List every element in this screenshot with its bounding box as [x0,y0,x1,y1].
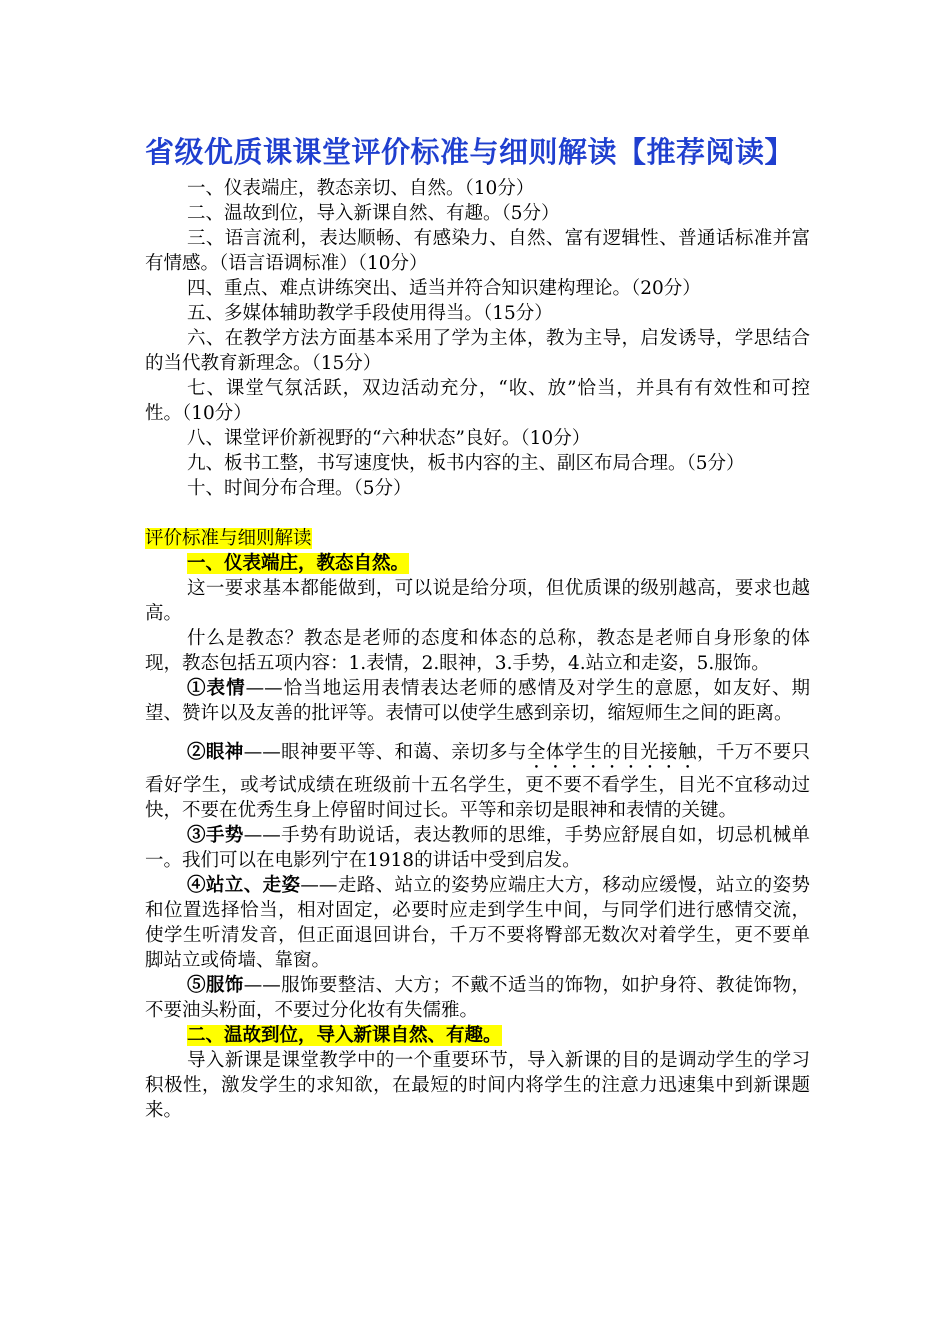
item-label: ①表情 [187,678,246,699]
spacer [145,501,810,526]
paragraph: 导入新课是课堂教学中的一个重要环节，导入新课的目的是调动学生的学习积极性，激发学生的求知欲，在最短的时间内将学生的注意力迅速集中到新课题来。 [145,1050,810,1121]
criteria-item: 八、课堂评价新视野的“六种状态”良好。（10分） [187,428,591,449]
item-text: ——走路、站立的姿势应端庄大方，移动应缓慢，站立的姿势和位置选择恰当，相对固定，必要时应走到学生中间，与同学们进行感情交流，使学生听清发音，但正面退回讲台，千万不要将臀部无数次对着学生，更不要单脚站立或倚墙、靠窗。 [145,875,810,971]
criteria-item: 五、多媒体辅助教学手段使用得当。（15分） [187,303,553,324]
item-gaze [145,740,810,823]
section-title-line [145,526,810,551]
item-posture [145,873,810,973]
item-text: ——手势有助说话，表达教师的思维，手势应舒展自如，切忌机械单一。我们可以在电影列宁在1918的讲话中受到启发。 [145,825,810,871]
item-text: ——恰当地运用表情表达老师的感情及对学生的意愿，如友好、期望、赞许以及友善的批评等。表情可以使学生感到亲切，缩短师生之间的距离。 [145,678,810,724]
document-body [145,176,810,1123]
criteria-item: 七、课堂气氛活跃，双边活动充分，“收、放”恰当，并具有有效性和可控性。（10分） [145,378,810,424]
document-title: 省级优质课课堂评价标准与细则解读【推荐阅读】 [145,135,795,169]
heading-line [145,1023,810,1048]
item-label: ③手势 [187,825,244,846]
item-text: ——服饰要整洁、大方；不戴不适当的饰物，如护身符、教徒饰物，不要油头粉面，不要过分化妆有失儒雅。 [145,975,810,1021]
section-title: 评价标准与细则解读 [145,528,312,549]
criteria-item: 四、重点、难点讲练突出、适当并符合知识建构理论。（20分） [187,278,701,299]
criteria-item: 九、板书工整，书写速度快，板书内容的主、副区布局合理。（5分） [187,453,745,474]
heading-2: 二、温故到位，导入新课自然、有趣。 [187,1025,502,1046]
spacer [145,726,810,740]
emphasis-text: 全体学生的目光接触 [526,742,697,763]
heading-1: 一、仪表端庄，教态自然。 [187,553,410,574]
criteria-item: 六、在教学方法方面基本采用了学为主体，教为主导，启发诱导，学思结合的当代教育新理念。（15分） [145,328,810,374]
criteria-item: 三、语言流利，表达顺畅、有感染力、自然、富有逻辑性、普通话标准并富有情感。（语言语调标准）（10分） [145,228,810,274]
item-text: ——眼神要平等、和蔼、亲切多与 [243,742,527,763]
item-label: ②眼神 [187,742,244,763]
criteria-item: 十、时间分布合理。（5分） [187,478,412,499]
criteria-item: 一、仪表端庄，教态亲切、自然。（10分） [187,178,535,199]
item-label: ⑤服饰 [187,975,244,996]
criteria-item: 二、温故到位，导入新课自然、有趣。（5分） [187,203,560,224]
item-expression [145,676,810,726]
paragraph: 这一要求基本都能做到，可以说是给分项，但优质课的级别越高，要求也越高。 [145,578,810,624]
item-gesture [145,823,810,873]
item-text: ，千万不要只看好学生，或考试成绩在班级前十五名学生，更不要不看学生，目光不宜移动过快，不要在优秀生身上停留时间过长。平等和亲切是眼神和表情的关键。 [145,742,810,821]
item-dress [145,973,810,1023]
item-label: ④站立、走姿 [187,875,301,896]
paragraph: 什么是教态？教态是老师的态度和体态的总称，教态是老师自身形象的体现，教态包括五项内容：1.表情，2.眼神，3.手势，4.站立和走姿，5.服饰。 [145,628,810,674]
heading-line [145,551,810,576]
